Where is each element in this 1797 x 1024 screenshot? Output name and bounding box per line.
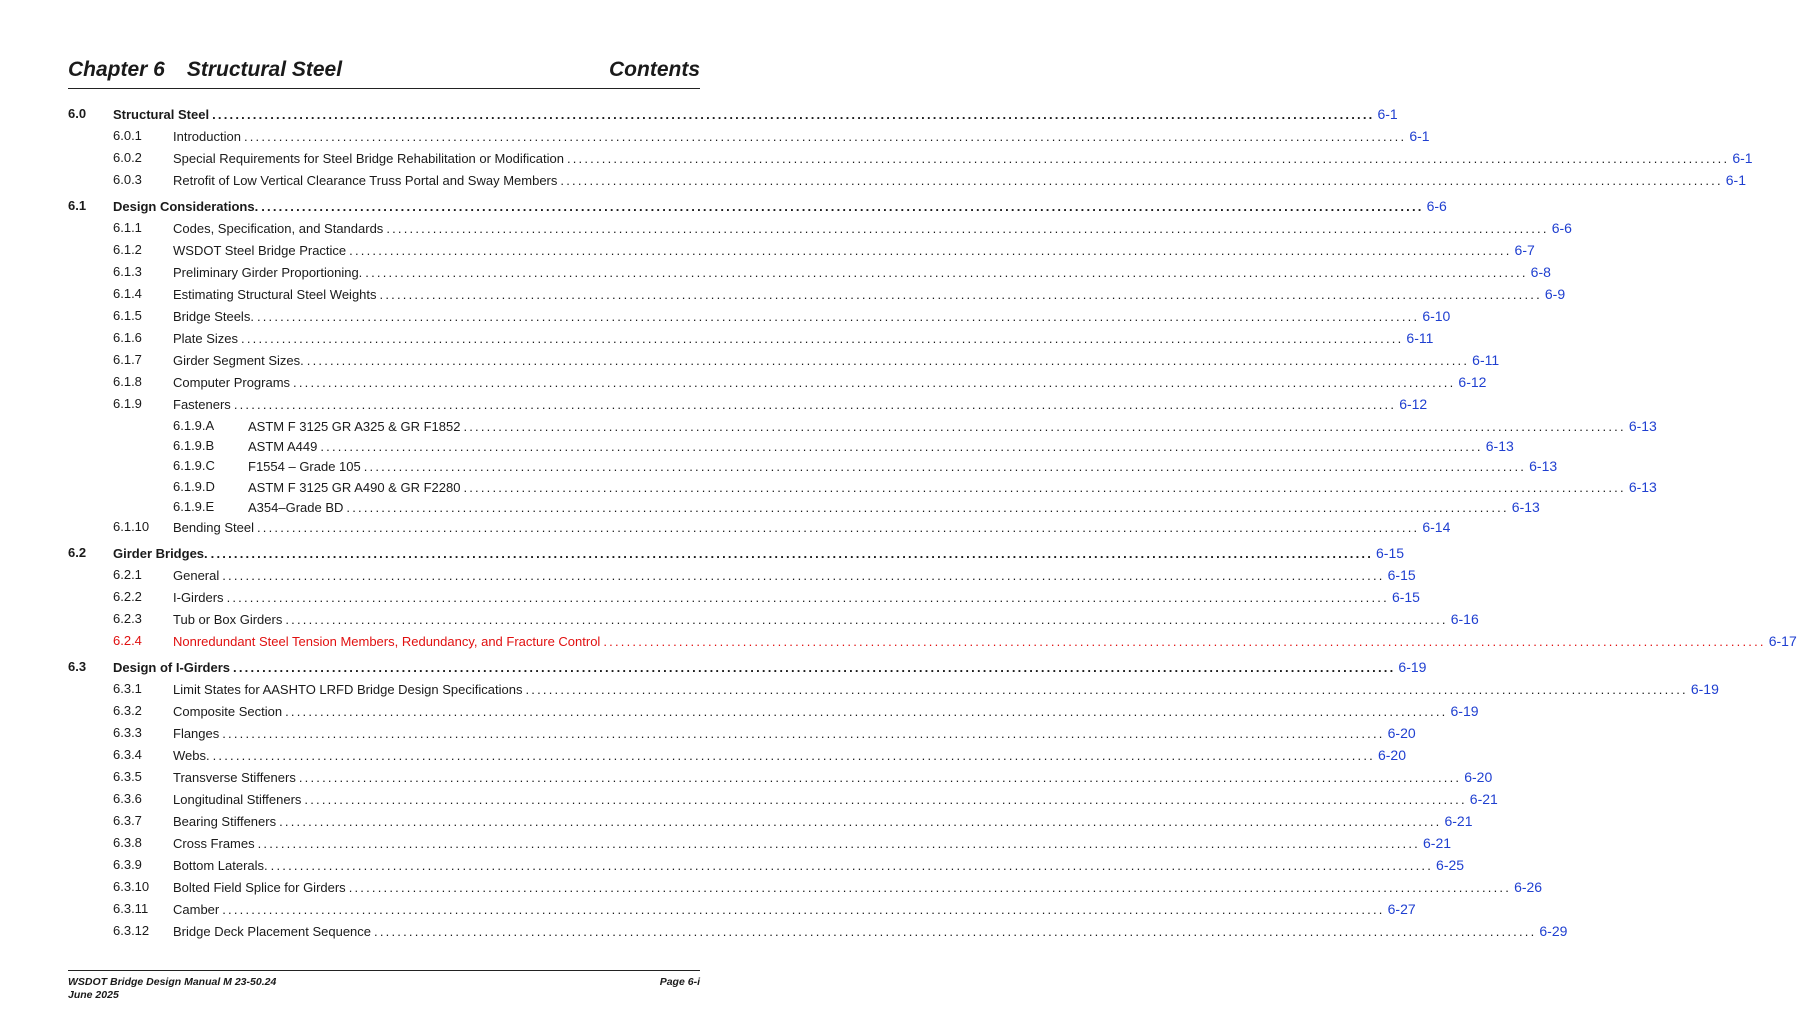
toc-page-link[interactable]: 6-16 [1450,611,1479,627]
toc-title: Introduction [173,129,241,144]
toc-entry-line [173,565,1416,586]
toc-number: 6.1.8 [113,374,142,389]
toc-number: 6.3.7 [113,813,142,828]
toc-page-link[interactable]: 6-21 [1444,813,1473,829]
toc-number: 6.1.7 [113,352,142,367]
toc-page-link[interactable]: 6-26 [1514,879,1543,895]
toc-page-link[interactable]: 6-8 [1530,264,1551,280]
toc-section[interactable] [68,104,1398,124]
toc-number: 6.1.9 [113,396,142,411]
toc-title: Flanges [173,726,220,741]
dot-leader: ........................................................................................................................................................................................................ [293,375,1456,390]
toc-title: Bending Steel [173,520,254,535]
toc-entry-line [173,855,1465,876]
toc-number: 6.2 [68,545,87,560]
toc-entry-line [173,284,1566,305]
toc-page-link[interactable]: 6-13 [1628,418,1657,434]
toc-entry[interactable] [68,767,1493,787]
dot-leader: ........................................................................................................................................................................................................ [348,880,1512,895]
toc-entry[interactable] [68,745,1407,765]
toc-entry[interactable] [68,701,1479,721]
toc-entry-line [248,416,1657,437]
toc-title: Tub or Box Girders [173,612,283,627]
toc-page-link[interactable]: 6-1 [1725,172,1746,188]
toc-section[interactable] [68,657,1427,677]
toc-title: Bridge Deck Placement Sequence [173,924,372,939]
toc-entry[interactable] [68,609,1479,629]
dot-leader: ........................................................................................................................................................................................................ [349,243,1512,258]
toc-entry[interactable] [68,723,1416,743]
dot-leader: ........................................................................................................................................................................................................ [298,770,1462,785]
toc-entry[interactable] [68,789,1498,809]
toc-entry-line [173,723,1416,744]
dot-leader: ........................................................................................................................................................................................................ [243,129,1407,144]
toc-entry[interactable] [68,170,1746,190]
toc-entry-line [173,240,1535,261]
toc-number: 6.0.3 [113,172,142,187]
toc-entry-line [173,767,1493,788]
chapter-title: Structural Steel [186,58,343,81]
toc-number: 6.3.1 [113,681,142,696]
toc-entry[interactable] [68,517,1451,537]
toc-entry[interactable] [68,126,1430,146]
toc-entry[interactable] [68,284,1566,304]
toc-page-link[interactable]: 6-27 [1387,901,1416,917]
toc-title: ASTM A449 [248,439,318,455]
toc-section[interactable] [68,543,1405,563]
toc-subentry[interactable] [68,416,1657,436]
toc-entry[interactable] [68,587,1420,607]
toc-number: 6.0.1 [113,128,142,143]
toc-entry-line [173,921,1568,942]
toc-title: General [173,568,220,583]
toc-page-link[interactable]: 6-15 [1387,567,1416,583]
dot-leader: ........................................................................................................................................................................................................ [261,199,1424,214]
toc-page-link[interactable]: 6-11 [1472,352,1500,368]
toc-number: 6.1 [68,198,87,213]
toc-number: 6.3.9 [113,857,142,872]
toc-title: Design Considerations. [113,199,259,214]
toc-entry-line [248,456,1558,477]
toc-subentry[interactable] [68,456,1558,476]
toc-page-link[interactable]: 6-13 [1485,438,1514,455]
toc-number: 6.2.1 [113,567,142,582]
chapter-number: Chapter 6 [68,58,165,81]
toc-number: 6.3.3 [113,725,142,740]
toc-title: Retrofit of Low Vertical Clearance Truss Portal and Sway Members [173,173,558,188]
toc-entry[interactable] [68,855,1465,875]
page-footer [68,970,700,1001]
toc-title: F1554 – Grade 105 [248,459,361,475]
toc-title: Bottom Laterals. [173,858,268,873]
toc-title: Composite Section [173,704,283,719]
toc-entry[interactable] [68,262,1551,282]
toc-entry-line [248,497,1540,518]
toc-entry-line [113,543,1405,564]
toc-page-link[interactable]: 6-13 [1529,458,1558,475]
toc-entry[interactable] [68,394,1428,414]
toc-number: 6.3.5 [113,769,142,784]
toc-page-link[interactable]: 6-7 [1514,242,1535,258]
dot-leader: ........................................................................................................................................................................................................ [222,726,1385,741]
toc-number: 6.0.2 [113,150,142,165]
toc-entry-line [173,811,1473,832]
page-header [68,56,700,89]
toc-page-link[interactable]: 6-13 [1628,478,1657,495]
chapter-heading [68,58,342,82]
dot-leader: ........................................................................................................................................................................................................ [304,792,1467,807]
dot-leader: ........................................................................................................................................................................................................ [233,397,1397,412]
dot-leader: ........................................................................................................................................................................................................ [560,173,1723,188]
toc-entry[interactable] [68,631,1797,651]
toc-entry-line [173,877,1543,898]
toc-page-link[interactable]: 6-6 [1551,220,1572,236]
toc-page-link[interactable]: 6-19 [1398,659,1427,675]
toc-page-link[interactable]: 6-19 [1450,703,1479,719]
toc-number: 6.1.1 [113,220,142,235]
toc-entry-line [248,436,1514,457]
dot-leader: ........................................................................................................................................................................................................ [320,439,1483,455]
toc-number: 6.2.2 [113,589,142,604]
toc-subentry[interactable] [68,477,1657,497]
toc-number: 6.1.9.D [173,478,215,494]
dot-leader: ........................................................................................................................................................................................................ [363,459,1527,475]
toc-title: WSDOT Steel Bridge Practice [173,243,347,258]
dot-leader: ........................................................................................................................................................................................................ [222,568,1385,583]
toc-entry[interactable] [68,218,1572,238]
toc-title: Cross Frames [173,836,255,851]
toc-title: Bearing Stiffeners [173,814,277,829]
toc-entry-line [173,372,1487,393]
toc-number: 6.1.5 [113,308,142,323]
toc-entry-line [248,477,1657,498]
toc-title: Special Requirements for Steel Bridge Rehabilitation or Modification [173,151,564,166]
dot-leader: ........................................................................................................................................................................................................ [241,331,1404,346]
dot-leader: ........................................................................................................................................................................................................ [463,419,1626,434]
toc-title: Preliminary Girder Proportioning. [173,265,363,280]
toc-entry-line [173,587,1420,608]
toc-number: 6.1.4 [113,286,142,301]
toc-page-link[interactable]: 6-19 [1690,681,1719,697]
toc-entry[interactable] [68,811,1473,831]
toc-title: Design of I-Girders [113,660,231,675]
toc-number: 6.3.2 [113,703,142,718]
toc-title: A354–Grade BD [248,499,344,515]
toc-title: Longitudinal Stiffeners [173,792,302,807]
toc-number: 6.3.4 [113,747,142,762]
toc-page-link[interactable]: 6-15 [1391,589,1420,605]
toc-page-link[interactable]: 6-1 [1732,150,1753,166]
toc-page-link[interactable]: 6-20 [1387,725,1416,741]
toc-number: 6.3.11 [113,901,149,916]
toc-number: 6.2.4 [113,633,142,648]
toc-entry[interactable] [68,899,1416,919]
toc-entry[interactable] [68,148,1753,168]
dot-leader: ........................................................................................................................................................................................................ [256,520,1420,535]
toc-entry[interactable] [68,372,1487,392]
toc-entry-line [113,196,1447,217]
toc-entry-line [113,104,1398,125]
toc-entry[interactable] [68,328,1434,348]
footer-page-number: Page 6-i [659,976,700,988]
dot-leader: ........................................................................................................................................................................................................ [210,546,1374,561]
toc-entry-line [173,170,1746,191]
toc-entry-line [173,306,1451,327]
dot-leader: ........................................................................................................................................................................................................ [525,682,1688,697]
toc-subentry[interactable] [68,436,1514,456]
dot-leader: ........................................................................................................................................................................................................ [285,704,1448,719]
toc-page-link[interactable]: 6-11 [1406,330,1434,346]
toc-number: 6.0 [68,106,87,121]
toc-entry[interactable] [68,240,1535,260]
toc-number: 6.1.9.E [173,498,215,514]
toc-title: ASTM F 3125 GR A490 & GR F2280 [248,479,461,495]
toc-title: Bolted Field Splice for Girders [173,880,346,895]
toc-title: Codes, Specification, and Standards [173,221,384,236]
manual-title: WSDOT Bridge Design Manual M 23-50.24 [68,976,277,988]
toc-number: 6.1.9.B [173,438,215,454]
toc-number: 6.2.3 [113,611,142,626]
toc-title: Webs. [173,748,210,763]
toc-number: 6.3 [68,659,87,674]
dot-leader: ........................................................................................................................................................................................................ [233,660,1396,675]
contents-heading: Contents [609,58,700,81]
dot-leader: ........................................................................................................................................................................................................ [256,309,1420,324]
toc-subentry[interactable] [68,497,1540,517]
toc-title: Fasteners [173,397,231,412]
toc-page-link[interactable]: 6-13 [1511,498,1540,515]
dot-leader: ........................................................................................................................................................................................................ [379,287,1542,302]
toc-title: Limit States for AASHTO LRFD Bridge Design Specifications [173,682,523,697]
toc-page-link[interactable]: 6-1 [1377,106,1398,122]
toc-entry-line [173,833,1452,854]
toc-entry-line [173,126,1430,147]
toc-title: Nonredundant Steel Tension Members, Redundancy, and Fracture Control [173,634,601,649]
toc-page-link[interactable]: 6-6 [1426,198,1447,214]
toc-entry[interactable] [68,877,1543,897]
toc-entry-line [173,394,1428,415]
toc-number: 6.1.9.A [173,418,215,433]
dot-leader: ........................................................................................................................................................................................................ [463,479,1626,495]
toc-number: 6.3.12 [113,923,150,938]
dot-leader: ........................................................................................................................................................................................................ [212,107,1375,122]
toc-entry-line [113,657,1427,678]
toc-title: ASTM F 3125 GR A325 & GR F1852 [248,419,461,434]
toc-entry-line [173,218,1572,239]
toc-page-link[interactable]: 6-21 [1469,791,1498,807]
toc-entry-line [173,148,1753,169]
dot-leader: ........................................................................................................................................................................................................ [226,590,1389,605]
toc-entry-line [173,631,1797,652]
toc-entry[interactable] [68,679,1719,699]
toc-number: 6.1.6 [113,330,142,345]
toc-entry[interactable] [68,350,1500,370]
toc-number: 6.3.10 [113,879,150,894]
dot-leader: ........................................................................................................................................................................................................ [386,221,1549,236]
toc-title: Girder Bridges. [113,546,208,561]
toc-section[interactable] [68,196,1447,216]
toc-entry-line [173,328,1434,349]
toc-page-link[interactable]: 6-29 [1539,923,1568,939]
dot-leader: ........................................................................................................................................................................................................ [374,924,1537,939]
toc-page-link[interactable]: 6-20 [1464,769,1493,785]
toc-number: 6.1.3 [113,264,142,279]
toc-number: 6.1.10 [113,519,150,534]
dot-leader: ........................................................................................................................................................................................................ [365,265,1528,280]
toc-page-link[interactable]: 6-1 [1409,128,1430,144]
toc-entry-line [173,609,1479,630]
dot-leader: ........................................................................................................................................................................................................ [285,612,1448,627]
dot-leader: ........................................................................................................................................................................................................ [306,353,1470,368]
dot-leader: ........................................................................................................................................................................................................ [346,499,1509,515]
toc-page-link[interactable]: 6-17 [1768,633,1797,649]
toc-entry[interactable] [68,565,1416,585]
publication-date: June 2025 [68,989,119,1001]
toc-title: Computer Programs [173,375,291,390]
toc-entry[interactable] [68,833,1452,853]
toc-page-link[interactable]: 6-21 [1423,835,1452,851]
toc-entry-line [173,701,1479,722]
toc-page-link[interactable]: 6-12 [1458,374,1487,390]
toc-title: Bridge Steels. [173,309,254,324]
toc-entry-line [173,679,1719,700]
toc-entry-line [173,262,1551,283]
dot-leader: ........................................................................................................................................................................................................ [603,634,1766,649]
toc-number: 6.1.9.C [173,458,215,474]
toc-entry-line [173,899,1416,920]
dot-leader: ........................................................................................................................................................................................................ [566,151,1730,166]
toc-entry-line [173,350,1500,371]
footer-left [68,976,276,1002]
toc-number: 6.3.8 [113,835,142,850]
toc-title: Girder Segment Sizes. [173,353,304,368]
dot-leader: ........................................................................................................................................................................................................ [270,858,1434,873]
toc-page-link[interactable]: 6-10 [1422,308,1451,324]
toc-title: I-Girders [173,590,224,605]
toc-title: Transverse Stiffeners [173,770,296,785]
toc-entry[interactable] [68,921,1568,941]
toc-page-link[interactable]: 6-20 [1377,747,1407,763]
toc-entry-line [173,789,1498,810]
toc-entry-line [173,517,1451,538]
dot-leader: ........................................................................................................................................................................................................ [212,748,1375,763]
toc-title: Camber [173,902,220,917]
toc-page-link[interactable]: 6-15 [1376,545,1405,561]
toc-title: Plate Sizes [173,331,239,346]
dot-leader: ........................................................................................................................................................................................................ [222,902,1385,917]
dot-leader: ........................................................................................................................................................................................................ [279,814,1442,829]
dot-leader: ........................................................................................................................................................................................................ [257,836,1420,851]
toc-page-link[interactable]: 6-9 [1544,286,1566,302]
toc-number: 6.3.6 [113,791,142,806]
toc-page-link[interactable]: 6-14 [1422,519,1451,535]
toc-page-link[interactable]: 6-12 [1399,396,1428,412]
toc-entry[interactable] [68,306,1451,326]
toc-number: 6.1.2 [113,242,142,257]
toc-page-link[interactable]: 6-25 [1436,857,1465,873]
toc-title: Estimating Structural Steel Weights [173,287,377,302]
toc-title: Structural Steel [113,107,210,122]
toc-entry-line [173,745,1407,766]
